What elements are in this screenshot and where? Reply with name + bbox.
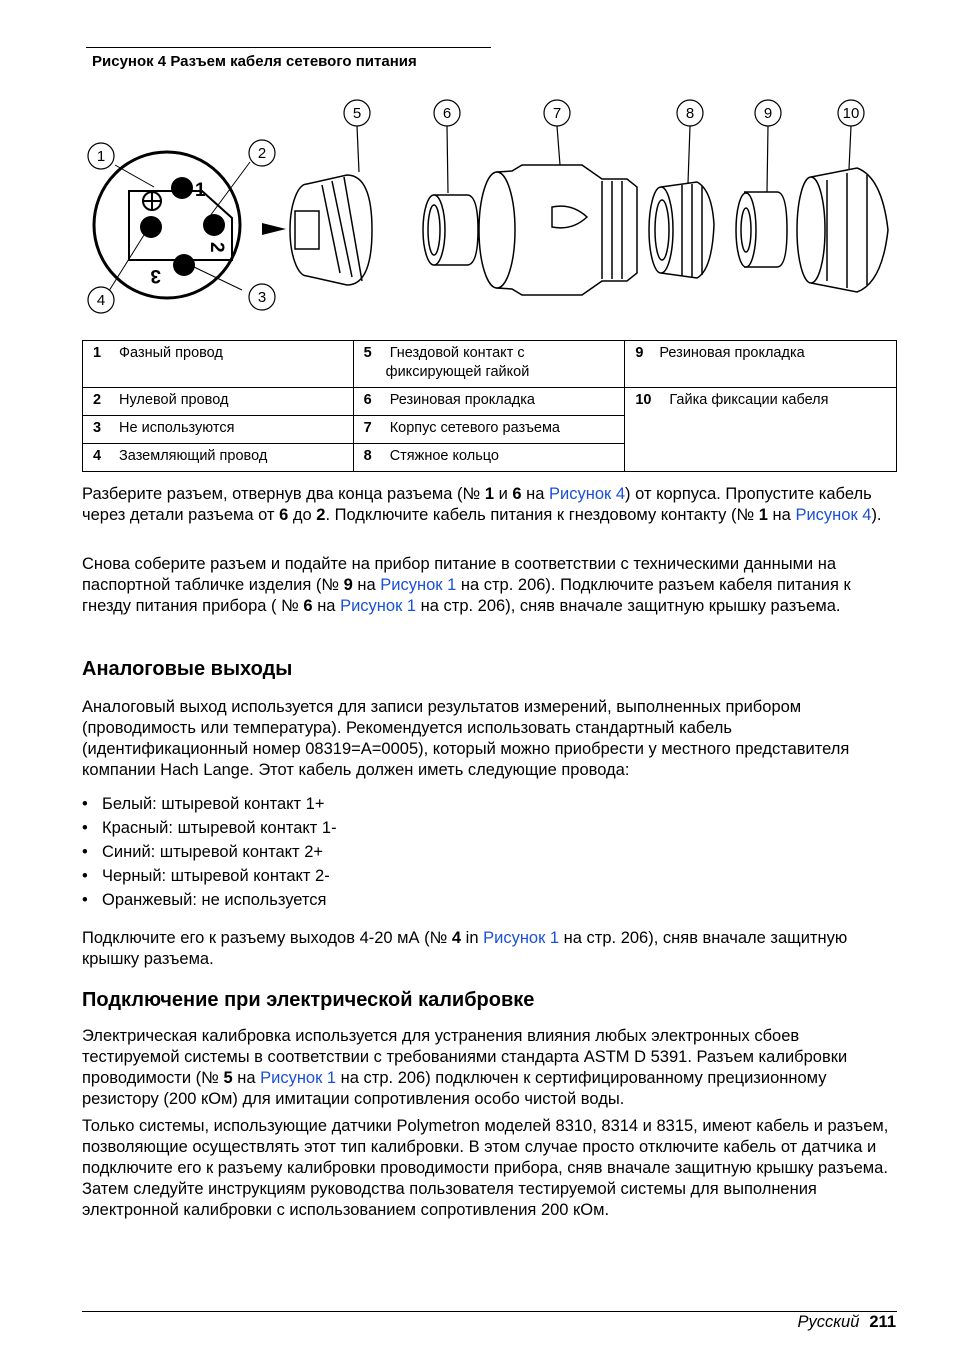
heading-electric-calibration: Подключение при электрической калибровке bbox=[82, 989, 535, 1011]
part-9-gasket bbox=[736, 192, 787, 267]
legend-cell: 5 Гнездовой контакт с фиксирующей гайкой bbox=[353, 341, 625, 388]
paragraph-calibration: Электрическая калибровка используется для устранения влияния любых электронных сбоев тестируемой системы в соответствии с требованиями стандарта ASTM D 5391. Разъем калибровки проводимости (№ 5 на Рисунок 1 на стр. 206) подключен к сертифицированному прецизионному резистору (200 кОм) для имитации сопротивления особо чистой воды. bbox=[82, 1027, 848, 1108]
link-figure-4[interactable]: Рисунок 4 bbox=[795, 506, 872, 524]
page-footer bbox=[797, 1313, 896, 1332]
connector-figure bbox=[82, 95, 890, 325]
part-7-body bbox=[479, 165, 637, 295]
legend-cell: 8 Стяжное кольцо bbox=[353, 444, 625, 472]
pin-label-1: 1 bbox=[195, 180, 206, 201]
wire-list bbox=[82, 792, 337, 912]
figure-caption: Рисунок 4 Разъем кабеля сетевого питания bbox=[92, 53, 417, 70]
callout-5: 5 bbox=[352, 105, 362, 122]
callout-2: 2 bbox=[257, 145, 267, 162]
callout-1: 1 bbox=[96, 148, 106, 165]
legend-cell: 4 Заземляющий провод bbox=[83, 444, 354, 472]
link-figure-1[interactable]: Рисунок 1 bbox=[260, 1069, 337, 1087]
figure-rule bbox=[86, 47, 491, 48]
pin-label-2: 2 bbox=[206, 242, 227, 253]
link-figure-4[interactable]: Рисунок 4 bbox=[549, 485, 626, 503]
footer-rule bbox=[82, 1311, 897, 1312]
list-item: • Синий: штыревой контакт 2+ bbox=[82, 840, 337, 864]
part-6-gasket bbox=[423, 195, 478, 265]
part-10-cable-nut bbox=[797, 168, 888, 292]
footer-language: Русский bbox=[797, 1313, 860, 1331]
legend-table bbox=[82, 340, 897, 472]
legend-cell: 9 Резиновая прокладка bbox=[625, 341, 897, 388]
heading-analog-outputs: Аналоговые выходы bbox=[82, 658, 293, 680]
paragraph-analog: Аналоговый выход используется для записи результатов измерений, выполненных прибором (проводимость или температура). Рекомендуется использовать стандартный кабель (идентификационный номер 08319=A=0005), который можно приобрести у местного представителя компании Hach Lange. Этот кабель должен иметь следующие провода: bbox=[82, 698, 850, 779]
link-figure-1[interactable]: Рисунок 1 bbox=[340, 597, 417, 615]
paragraph-polymetron: Только системы, использующие датчики Polymetron моделей 8310, 8314 и 8315, имеют кабель и разъем, позволяющие осуществлять этот тип калибровки. В этом случае просто отключите кабель от датчика и подключите его к разъему калибровки проводимости прибора, сняв вначале защитную крышку разъема. Затем следуйте инструкциям руководства пользователя тестируемой системы для выполнения электронной калибровки с использованием сопротивления 200 кОм. bbox=[82, 1117, 889, 1219]
callout-3: 3 bbox=[257, 289, 267, 306]
callout-8: 8 bbox=[685, 105, 695, 122]
callout-6: 6 bbox=[442, 105, 452, 122]
callout-9: 9 bbox=[763, 105, 773, 122]
legend-cell: 7 Корпус сетевого разъема bbox=[353, 416, 625, 444]
legend-cell: 1 Фазный провод bbox=[83, 341, 354, 388]
list-item: • Черный: штыревой контакт 2- bbox=[82, 864, 337, 888]
callout-7: 7 bbox=[552, 105, 562, 122]
legend-cell: 6 Резиновая прокладка bbox=[353, 388, 625, 416]
paragraph-disassemble: Разберите разъем, отвернув два конца разъема (№ 1 и 6 на Рисунок 4) от корпуса. Пропустите кабель через детали разъема от 6 до 2. Подключите кабель питания к гнездовому контакту (№ 1 на Рисунок 4). bbox=[82, 485, 882, 524]
legend-cell: 3 Не используются bbox=[83, 416, 354, 444]
callout-4: 4 bbox=[96, 292, 106, 309]
list-item: • Оранжевый: не используется bbox=[82, 888, 337, 912]
page-number: 211 bbox=[869, 1313, 896, 1331]
paragraph-connect-output: Подключите его к разъему выходов 4-20 мА (№ 4 in Рисунок 1 на стр. 206), сняв вначале защитную крышку разъема. bbox=[82, 929, 848, 968]
paragraph-reassemble: Снова соберите разъем и подайте на прибор питание в соответствии с техническими данными на паспортной табличке изделия (№ 9 на Рисунок 1 на стр. 206). Подключите разъем кабеля питания к гнезду питания прибора ( № 6 на Рисунок 1 на стр. 206), сняв вначале защитную крышку разъема. bbox=[82, 555, 851, 615]
callout-10: 10 bbox=[842, 105, 860, 122]
part-5-socket-nut bbox=[290, 175, 372, 285]
legend-cell: 2 Нулевой провод bbox=[83, 388, 354, 416]
link-figure-1[interactable]: Рисунок 1 bbox=[483, 929, 560, 947]
list-item: • Красный: штыревой контакт 1- bbox=[82, 816, 337, 840]
pin-label-3: 3 bbox=[150, 265, 161, 286]
link-figure-1[interactable]: Рисунок 1 bbox=[380, 576, 457, 594]
part-8-ring bbox=[649, 182, 714, 278]
list-item: • Белый: штыревой контакт 1+ bbox=[82, 792, 337, 816]
legend-cell: 10 Гайка фиксации кабеля bbox=[625, 388, 897, 472]
